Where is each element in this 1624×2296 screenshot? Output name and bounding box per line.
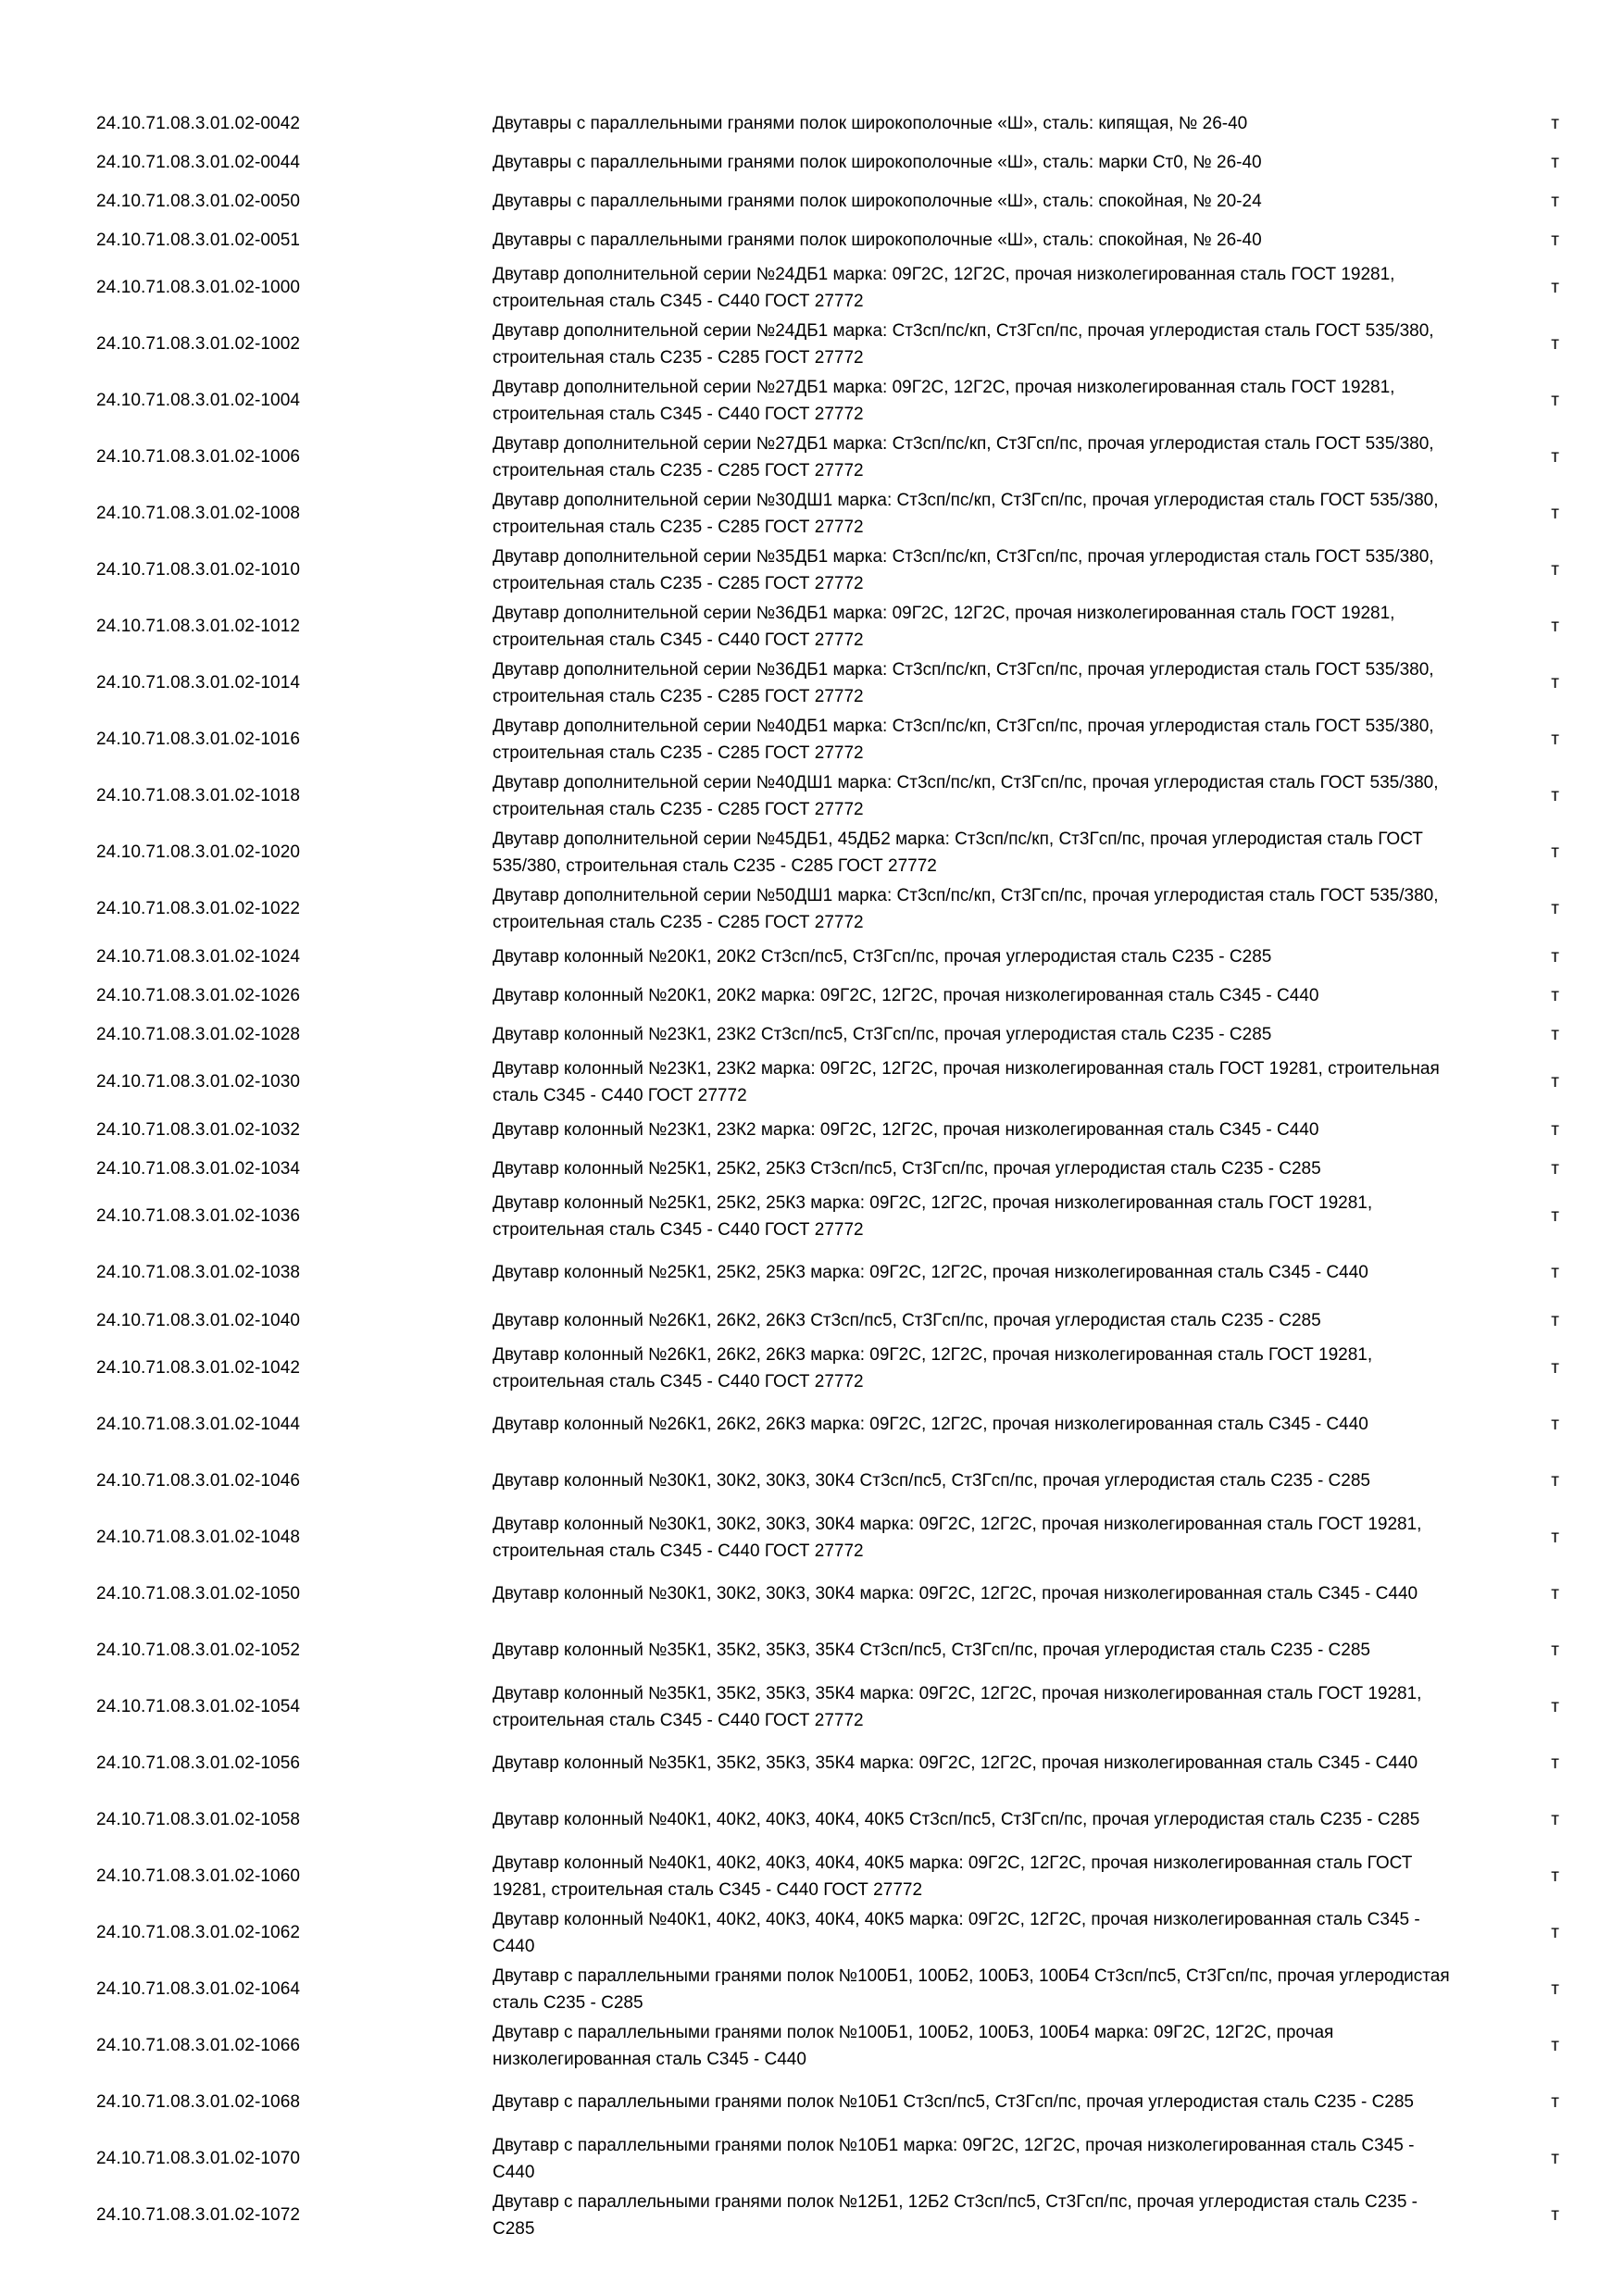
item-unit: т	[1551, 1528, 1559, 1547]
item-name: Двутавры с параллельными гранями полок широкополочные «Ш», сталь: спокойная, № 20-24	[493, 191, 1262, 211]
item-unit: т	[1551, 113, 1559, 133]
item-name: Двутавр колонный №23К1, 23К2 Ст3сп/пс5, Ст3Гсп/пс, прочая углеродистая сталь С235 - С285	[493, 1024, 1272, 1044]
item-code: 24.10.71.08.3.01.02-1072	[96, 2205, 301, 2225]
item-name: Двутавр с параллельными гранями полок №100Б1, 100Б2, 100Б3, 100Б4 марка: 09Г2С, 12Г2С, прочая низколегированная сталь С345 - С440	[493, 2022, 1334, 2069]
item-code: 24.10.71.08.3.01.02-0051	[96, 230, 301, 250]
item-name: Двутавр колонный №25К1, 25К2, 25К3 марка: 09Г2С, 12Г2С, прочая низколегированная сталь ГОСТ 19281, строительная сталь С345 - С440 ГОСТ 27772	[493, 1192, 1373, 1240]
item-name: Двутавры с параллельными гранями полок широкополочные «Ш», сталь: спокойная, № 26-40	[493, 230, 1262, 250]
item-unit: т	[1551, 1310, 1559, 1330]
item-unit: т	[1551, 899, 1559, 918]
item-code: 24.10.71.08.3.01.02-1012	[96, 617, 301, 636]
table-row	[96, 711, 1559, 767]
item-code: 24.10.71.08.3.01.02-1026	[96, 985, 301, 1005]
item-unit: т	[1551, 191, 1559, 211]
item-name: Двутавр с параллельными гранями полок №100Б1, 100Б2, 100Б3, 100Б4 Ст3сп/пс5, Ст3Гсп/пс, прочая углеродистая сталь С235 - С285	[493, 1965, 1450, 2013]
table-row	[96, 1015, 1559, 1054]
item-unit: т	[1551, 1263, 1559, 1282]
item-code: 24.10.71.08.3.01.02-1028	[96, 1024, 301, 1044]
item-name: Двутавр дополнительной серии №24ДБ1 марка: Ст3сп/пс/кп, Ст3Гсп/пс, прочая углеродистая сталь ГОСТ 535/380, строительная сталь С235 - С285 ГОСТ 27772	[493, 320, 1434, 368]
item-unit: т	[1551, 504, 1559, 523]
item-unit: т	[1551, 1206, 1559, 1226]
item-name: Двутавр дополнительной серии №36ДБ1 марка: Ст3сп/пс/кп, Ст3Гсп/пс, прочая углеродистая сталь ГОСТ 535/380, строительная сталь С235 - С285 ГОСТ 27772	[493, 659, 1434, 706]
item-code: 24.10.71.08.3.01.02-1066	[96, 2036, 301, 2055]
item-name: Двутавр колонный №35К1, 35К2, 35К3, 35К4 Ст3сп/пс5, Ст3Гсп/пс, прочая углеродистая сталь С235 - С285	[493, 1641, 1370, 1660]
item-name: Двутавр колонный №25К1, 25К2, 25К3 Ст3сп/пс5, Ст3Гсп/пс, прочая углеродистая сталь С235 - С285	[493, 1158, 1321, 1179]
item-unit: т	[1551, 1024, 1559, 1044]
item-code: 24.10.71.08.3.01.02-1050	[96, 1584, 301, 1603]
table-row	[96, 1188, 1559, 1244]
item-name: Двутавры с параллельными гранями полок широкополочные «Ш», сталь: марки Ст0, № 26-40	[493, 152, 1262, 172]
table-row	[96, 1340, 1559, 1396]
item-code: 24.10.71.08.3.01.02-1014	[96, 673, 301, 693]
table-row	[96, 1848, 1559, 1904]
item-unit: т	[1551, 278, 1559, 297]
item-name: Двутавр колонный №26К1, 26К2, 26К3 марка: 09Г2С, 12Г2С, прочая низколегированная сталь ГОСТ 19281, строительная сталь С345 - С440 ГОСТ 27772	[493, 1344, 1373, 1391]
table-row	[96, 598, 1559, 655]
item-unit: т	[1551, 1119, 1559, 1140]
item-unit: т	[1551, 2036, 1559, 2055]
item-code: 24.10.71.08.3.01.02-1044	[96, 1415, 301, 1434]
item-name: Двутавры с параллельными гранями полок широкополочные «Ш», сталь: кипящая, № 26-40	[493, 113, 1248, 133]
item-name: Двутавр дополнительной серии №27ДБ1 марка: Ст3сп/пс/кп, Ст3Гсп/пс, прочая углеродистая сталь ГОСТ 535/380, строительная сталь С235 - С285 ГОСТ 27772	[493, 433, 1434, 480]
item-name: Двутавр дополнительной серии №24ДБ1 марка: 09Г2С, 12Г2С, прочая низколегированная сталь ГОСТ 19281, строительная сталь С345 - С440 ГОСТ 27772	[493, 264, 1395, 311]
table-row	[96, 542, 1559, 598]
table-row	[96, 220, 1559, 259]
item-name: Двутавр дополнительной серии №45ДБ1, 45ДБ2 марка: Ст3сп/пс/кп, Ст3Гсп/пс, прочая углеродистая сталь ГОСТ 535/380, строительная сталь С235 - С285 ГОСТ 27772	[493, 829, 1423, 876]
item-name: Двутавр дополнительной серии №40ДШ1 марка: Ст3сп/пс/кп, Ст3Гсп/пс, прочая углеродистая сталь ГОСТ 535/380, строительная сталь С235 - С285 ГОСТ 27772	[493, 772, 1439, 819]
item-unit: т	[1551, 617, 1559, 636]
table-row	[96, 1791, 1559, 1848]
item-unit: т	[1551, 230, 1559, 250]
item-code: 24.10.71.08.3.01.02-0050	[96, 191, 301, 211]
item-name: Двутавр колонный №30К1, 30К2, 30К3, 30К4 Ст3сп/пс5, Ст3Гсп/пс, прочая углеродистая сталь С235 - С285	[493, 1471, 1370, 1491]
item-unit: т	[1551, 1415, 1559, 1434]
item-name: Двутавр колонный №23К1, 23К2 марка: 09Г2С, 12Г2С, прочая низколегированная сталь С345 - С440	[493, 1119, 1319, 1140]
item-name: Двутавр колонный №26К1, 26К2, 26К3 Ст3сп/пс5, Ст3Гсп/пс, прочая углеродистая сталь С235 - С285	[493, 1310, 1321, 1330]
item-unit: т	[1551, 1753, 1559, 1773]
table-row	[96, 1566, 1559, 1622]
table-row	[96, 880, 1559, 937]
item-name: Двутавр колонный №40К1, 40К2, 40К3, 40К4, 40К5 марка: 09Г2С, 12Г2С, прочая низколегированная сталь С345 - С440	[493, 1909, 1420, 1956]
table-row	[96, 1396, 1559, 1453]
item-code: 24.10.71.08.3.01.02-1018	[96, 786, 301, 805]
item-name: Двутавр дополнительной серии №40ДБ1 марка: Ст3сп/пс/кп, Ст3Гсп/пс, прочая углеродистая сталь ГОСТ 535/380, строительная сталь С235 - С285 ГОСТ 27772	[493, 716, 1434, 763]
item-code: 24.10.71.08.3.01.02-0042	[96, 113, 301, 133]
table-row	[96, 2187, 1559, 2243]
item-code: 24.10.71.08.3.01.02-1040	[96, 1310, 301, 1330]
table-row	[96, 1054, 1559, 1110]
table-row	[96, 1622, 1559, 1678]
table-row	[96, 1904, 1559, 1961]
item-unit: т	[1551, 1072, 1559, 1092]
item-unit: т	[1551, 946, 1559, 967]
item-name: Двутавр колонный №25К1, 25К2, 25К3 марка: 09Г2С, 12Г2С, прочая низколегированная сталь С345 - С440	[493, 1263, 1368, 1282]
item-unit: т	[1551, 1810, 1559, 1829]
item-code: 24.10.71.08.3.01.02-1002	[96, 334, 301, 354]
item-name: Двутавр дополнительной серии №30ДШ1 марка: Ст3сп/пс/кп, Ст3Гсп/пс, прочая углеродистая сталь ГОСТ 535/380, строительная сталь С235 - С285 ГОСТ 27772	[493, 490, 1439, 537]
item-unit: т	[1551, 1923, 1559, 1942]
item-code: 24.10.71.08.3.01.02-1032	[96, 1119, 301, 1140]
table-row	[96, 1961, 1559, 2017]
item-code: 24.10.71.08.3.01.02-1016	[96, 730, 301, 749]
item-unit: т	[1551, 447, 1559, 467]
resource-code-table	[96, 104, 1559, 2243]
item-name: Двутавр колонный №40К1, 40К2, 40К3, 40К4, 40К5 Ст3сп/пс5, Ст3Гсп/пс, прочая углеродистая сталь С235 - С285	[493, 1810, 1420, 1829]
item-unit: т	[1551, 842, 1559, 862]
table-row	[96, 1453, 1559, 1509]
item-code: 24.10.71.08.3.01.02-1008	[96, 504, 301, 523]
table-row	[96, 143, 1559, 181]
item-code: 24.10.71.08.3.01.02-1042	[96, 1358, 301, 1378]
item-code: 24.10.71.08.3.01.02-1052	[96, 1641, 301, 1660]
item-unit: т	[1551, 1979, 1559, 1999]
item-code: 24.10.71.08.3.01.02-1036	[96, 1206, 301, 1226]
item-unit: т	[1551, 152, 1559, 172]
item-code: 24.10.71.08.3.01.02-1024	[96, 946, 301, 967]
item-unit: т	[1551, 2092, 1559, 2112]
item-name: Двутавр дополнительной серии №36ДБ1 марка: 09Г2С, 12Г2С, прочая низколегированная сталь ГОСТ 19281, строительная сталь С345 - С440 ГОСТ 27772	[493, 603, 1395, 650]
item-unit: т	[1551, 1866, 1559, 1886]
table-row	[96, 1301, 1559, 1340]
table-row	[96, 181, 1559, 220]
item-name: Двутавр колонный №20К1, 20К2 марка: 09Г2С, 12Г2С, прочая низколегированная сталь С345 - С440	[493, 985, 1319, 1005]
item-name: Двутавр с параллельными гранями полок №10Б1 марка: 09Г2С, 12Г2С, прочая низколегированная сталь С345 - С440	[493, 2135, 1415, 2182]
item-code: 24.10.71.08.3.01.02-1056	[96, 1753, 301, 1773]
item-unit: т	[1551, 2149, 1559, 2168]
item-unit: т	[1551, 1584, 1559, 1603]
table-row	[96, 429, 1559, 485]
item-unit: т	[1551, 1358, 1559, 1378]
item-unit: т	[1551, 786, 1559, 805]
item-unit: т	[1551, 1697, 1559, 1716]
item-code: 24.10.71.08.3.01.02-1070	[96, 2149, 301, 2168]
item-name: Двутавр колонный №40К1, 40К2, 40К3, 40К4, 40К5 марка: 09Г2С, 12Г2С, прочая низколегированная сталь ГОСТ 19281, строительная сталь С345 - С440 ГОСТ 27772	[493, 1853, 1413, 1900]
table-row	[96, 259, 1559, 316]
item-name: Двутавр дополнительной серии №35ДБ1 марка: Ст3сп/пс/кп, Ст3Гсп/пс, прочая углеродистая сталь ГОСТ 535/380, строительная сталь С235 - С285 ГОСТ 27772	[493, 546, 1434, 593]
item-code: 24.10.71.08.3.01.02-1030	[96, 1072, 301, 1092]
table-row	[96, 937, 1559, 976]
item-code: 24.10.71.08.3.01.02-1034	[96, 1158, 301, 1179]
item-unit: т	[1551, 1641, 1559, 1660]
item-code: 24.10.71.08.3.01.02-1038	[96, 1263, 301, 1282]
table-row	[96, 1110, 1559, 1149]
item-code: 24.10.71.08.3.01.02-1060	[96, 1866, 301, 1886]
item-name: Двутавр колонный №35К1, 35К2, 35К3, 35К4 марка: 09Г2С, 12Г2С, прочая низколегированная сталь ГОСТ 19281, строительная сталь С345 - С440 ГОСТ 27772	[493, 1683, 1422, 1730]
item-code: 24.10.71.08.3.01.02-1064	[96, 1979, 301, 1999]
item-name: Двутавр колонный №23К1, 23К2 марка: 09Г2С, 12Г2С, прочая низколегированная сталь ГОСТ 19281, строительная сталь С345 - С440 ГОСТ 27772	[493, 1058, 1440, 1105]
table-row	[96, 1735, 1559, 1791]
item-code: 24.10.71.08.3.01.02-1054	[96, 1697, 301, 1716]
item-name: Двутавр дополнительной серии №27ДБ1 марка: 09Г2С, 12Г2С, прочая низколегированная сталь ГОСТ 19281, строительная сталь С345 - С440 ГОСТ 27772	[493, 377, 1395, 424]
item-name: Двутавр колонный №30К1, 30К2, 30К3, 30К4 марка: 09Г2С, 12Г2С, прочая низколегированная сталь С345 - С440	[493, 1584, 1418, 1603]
table-row	[96, 1149, 1559, 1188]
table-row	[96, 372, 1559, 429]
item-name: Двутавр с параллельными гранями полок №10Б1 Ст3сп/пс5, Ст3Гсп/пс, прочая углеродистая сталь С235 - С285	[493, 2092, 1414, 2112]
item-name: Двутавр с параллельными гранями полок №12Б1, 12Б2 Ст3сп/пс5, Ст3Гсп/пс, прочая углеродистая сталь С235 - С285	[493, 2191, 1418, 2239]
item-unit: т	[1551, 1158, 1559, 1179]
item-unit: т	[1551, 391, 1559, 410]
item-name: Двутавр дополнительной серии №50ДШ1 марка: Ст3сп/пс/кп, Ст3Гсп/пс, прочая углеродистая сталь ГОСТ 535/380, строительная сталь С235 - С285 ГОСТ 27772	[493, 885, 1439, 932]
table-row	[96, 485, 1559, 542]
table-row	[96, 2017, 1559, 2074]
item-unit: т	[1551, 730, 1559, 749]
table-row	[96, 655, 1559, 711]
item-code: 24.10.71.08.3.01.02-0044	[96, 152, 301, 172]
item-code: 24.10.71.08.3.01.02-1048	[96, 1528, 301, 1547]
item-name: Двутавр колонный №35К1, 35К2, 35К3, 35К4 марка: 09Г2С, 12Г2С, прочая низколегированная сталь С345 - С440	[493, 1753, 1418, 1773]
table-row	[96, 316, 1559, 372]
table-row	[96, 824, 1559, 880]
item-unit: т	[1551, 334, 1559, 354]
table-row	[96, 1509, 1559, 1566]
table-row	[96, 767, 1559, 824]
item-code: 24.10.71.08.3.01.02-1020	[96, 842, 301, 862]
item-code: 24.10.71.08.3.01.02-1000	[96, 278, 301, 297]
item-code: 24.10.71.08.3.01.02-1068	[96, 2092, 301, 2112]
item-code: 24.10.71.08.3.01.02-1004	[96, 391, 301, 410]
item-name: Двутавр колонный №26К1, 26К2, 26К3 марка: 09Г2С, 12Г2С, прочая низколегированная сталь С345 - С440	[493, 1415, 1368, 1434]
item-code: 24.10.71.08.3.01.02-1006	[96, 447, 301, 467]
table-row	[96, 2130, 1559, 2187]
item-unit: т	[1551, 560, 1559, 580]
item-code: 24.10.71.08.3.01.02-1062	[96, 1923, 301, 1942]
item-code: 24.10.71.08.3.01.02-1058	[96, 1810, 301, 1829]
table-row	[96, 2074, 1559, 2130]
item-unit: т	[1551, 1471, 1559, 1491]
table-row	[96, 1244, 1559, 1301]
item-unit: т	[1551, 985, 1559, 1005]
item-code: 24.10.71.08.3.01.02-1046	[96, 1471, 301, 1491]
item-unit: т	[1551, 2205, 1559, 2225]
item-name: Двутавр колонный №20К1, 20К2 Ст3сп/пс5, Ст3Гсп/пс, прочая углеродистая сталь С235 - С285	[493, 946, 1272, 967]
item-code: 24.10.71.08.3.01.02-1010	[96, 560, 301, 580]
item-unit: т	[1551, 673, 1559, 693]
item-name: Двутавр колонный №30К1, 30К2, 30К3, 30К4 марка: 09Г2С, 12Г2С, прочая низколегированная сталь ГОСТ 19281, строительная сталь С345 - С440 ГОСТ 27772	[493, 1514, 1422, 1561]
table-row	[96, 104, 1559, 143]
item-code: 24.10.71.08.3.01.02-1022	[96, 899, 301, 918]
table-row	[96, 1678, 1559, 1735]
table-row	[96, 976, 1559, 1015]
